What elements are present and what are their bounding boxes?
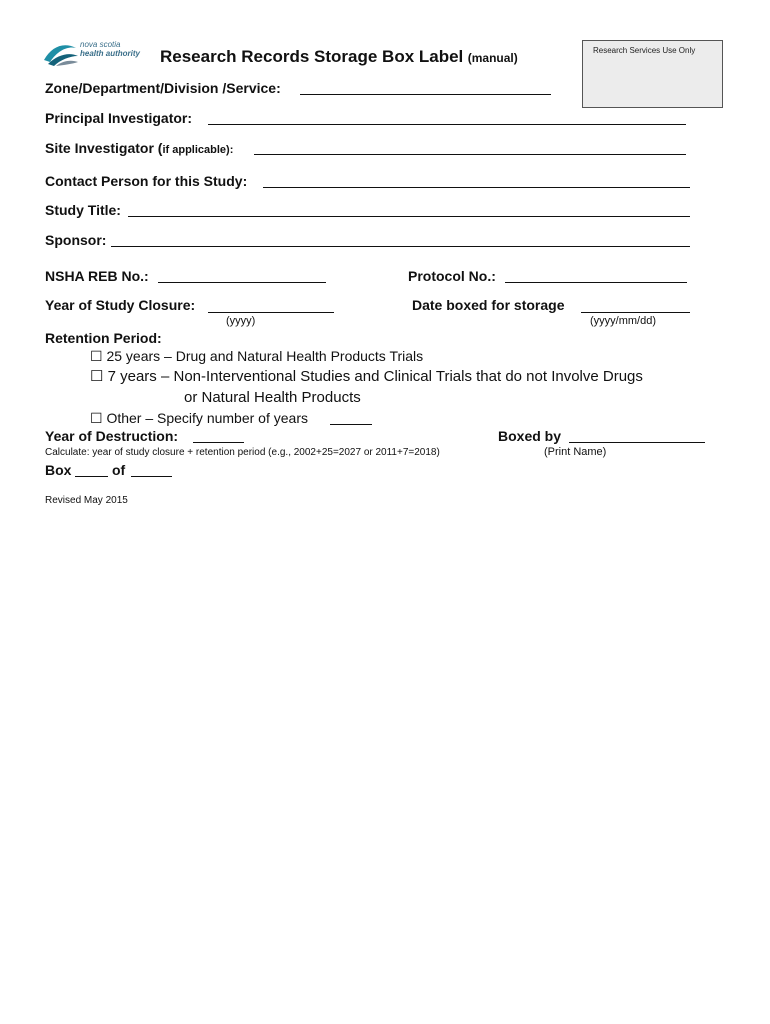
destruction-field[interactable] [193, 442, 244, 443]
nsha-logo [42, 38, 142, 68]
study-title-label: Study Title: [45, 202, 121, 218]
office-use-label: Research Services Use Only [593, 46, 696, 55]
retention-option-7-cont: or Natural Health Products [184, 389, 361, 406]
study-title-field[interactable] [128, 216, 690, 217]
logo-text-1: nova scotia [80, 40, 121, 49]
revised-note: Revised May 2015 [45, 495, 128, 506]
closure-label: Year of Study Closure: [45, 297, 196, 313]
sponsor-field[interactable] [111, 246, 690, 247]
site-inv-field[interactable] [254, 154, 686, 155]
zone-label: Zone/Department/Division /Service: [45, 80, 281, 96]
other-years-field[interactable] [330, 424, 372, 425]
office-use-box [582, 40, 723, 108]
title-suffix: (manual) [467, 51, 518, 65]
site-inv-small: if applicable): [162, 144, 234, 156]
pi-field[interactable] [208, 124, 686, 125]
calculate-note: Calculate: year of study closure + retention period (e.g., 2002+25=2027 or 2011+7=2018) [45, 447, 440, 458]
form-title [160, 47, 518, 67]
of-label: of [112, 462, 126, 478]
boxed-by-field[interactable] [569, 442, 705, 443]
boxed-date-field[interactable] [581, 312, 690, 313]
print-name-hint: (Print Name) [544, 446, 607, 458]
pi-label: Principal Investigator: [45, 110, 193, 126]
box-total-field[interactable] [131, 476, 172, 477]
title-text: Research Records Storage Box Label [160, 47, 464, 66]
zone-field[interactable] [300, 94, 551, 95]
boxed-date-hint: (yyyy/mm/dd) [590, 315, 656, 327]
protocol-field[interactable] [505, 282, 687, 283]
destruction-label: Year of Destruction: [45, 428, 179, 444]
reb-label: NSHA REB No.: [45, 268, 149, 284]
box-label: Box [45, 462, 72, 478]
sponsor-label: Sponsor: [45, 232, 107, 248]
box-number-field[interactable] [75, 476, 108, 477]
closure-field[interactable] [208, 312, 334, 313]
site-inv-label [45, 140, 233, 158]
retention-heading: Retention Period: [45, 330, 162, 346]
site-inv-text: Site Investigator ( [45, 140, 163, 156]
contact-field[interactable] [263, 187, 690, 188]
reb-field[interactable] [158, 282, 326, 283]
retention-option-other[interactable]: ☐ Other – Specify number of years [90, 410, 308, 426]
boxed-by-label: Boxed by [498, 428, 562, 444]
logo-text-2: health authority [80, 49, 141, 58]
retention-option-7[interactable]: ☐ 7 years – Non-Interventional Studies and Clinical Trials that do not Involve Drugs [90, 368, 643, 385]
protocol-label: Protocol No.: [408, 268, 496, 284]
boxed-date-label: Date boxed for storage [412, 297, 565, 313]
contact-label: Contact Person for this Study: [45, 173, 248, 189]
retention-option-25[interactable]: ☐ 25 years – Drug and Natural Health Products Trials [90, 348, 424, 364]
closure-hint: (yyyy) [226, 315, 256, 327]
